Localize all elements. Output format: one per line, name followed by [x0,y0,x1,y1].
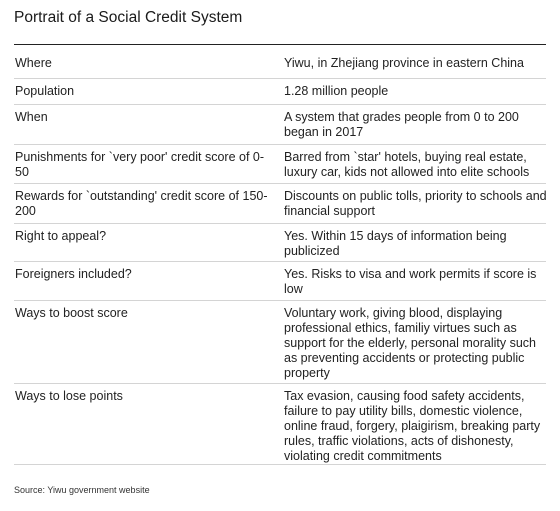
row-value: Voluntary work, giving blood, displaying professional ethics, familiy virtues such as support for the elderly, personal morality such as preventing accidents or protecting public property [284,306,536,380]
row-label: Right to appeal? [15,229,107,243]
table-row-appeal [14,224,546,262]
row-value: Yes. Within 15 days of information being publicized [284,229,507,258]
table-row-foreigners [14,262,546,301]
title-divider [14,44,546,45]
table-row-where [14,46,546,79]
table-row-population [14,79,546,105]
row-value: A system that grades people from 0 to 200 began in 2017 [284,110,519,139]
row-value: Barred from `star' hotels, buying real estate, luxury car, kids not allowed into elite schools [284,150,530,179]
row-label: Ways to lose points [15,389,123,403]
row-value: Tax evasion, causing food safety accidents, failure to pay utility bills, domestic violence, online fraud, forgery, plaigirism, breaking party rules, traffic violations, acts of dishonesty, violating credit commitments [284,389,541,463]
source-note: Source: Yiwu government website [14,485,150,495]
table-row-lose [14,384,546,465]
table-row-when [14,105,546,145]
row-value: 1.28 million people [284,84,389,98]
page-title: Portrait of a Social Credit System [14,9,243,26]
row-value: Yiwu, in Zhejiang province in eastern China [284,56,524,70]
row-label: Foreigners included? [15,267,132,281]
row-label: When [15,110,48,124]
row-value: Discounts on public tolls, priority to schools and financial support [284,189,547,218]
row-label: Population [15,84,75,98]
info-table [14,46,546,465]
table-row-punishments [14,145,546,184]
table-row-rewards [14,184,546,224]
row-label: Where [15,56,52,70]
row-value: Yes. Risks to visa and work permits if score is low [284,267,537,296]
row-label: Ways to boost score [15,306,128,320]
row-label: Punishments for `very poor' credit score of 0-50 [15,150,265,179]
row-label: Rewards for `outstanding' credit score of 150-200 [15,189,268,218]
table-row-boost [14,301,546,384]
